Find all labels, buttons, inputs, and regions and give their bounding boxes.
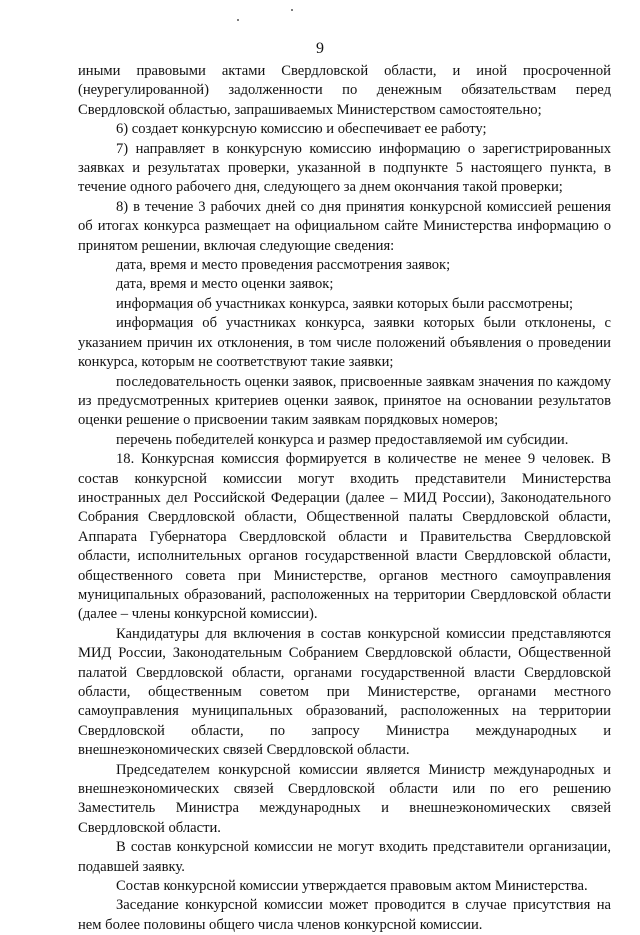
paragraph: 7) направляет в конкурсную комиссию информацию о зарегистрированных заявках и результатах проверки, указанной в подпункте 5 настоящего пункта, в течение одного рабочего дня, следующего за днем окончания такой проверки;: [78, 140, 611, 196]
paragraph: информация об участниках конкурса, заявки которых были рассмотрены;: [116, 295, 574, 312]
paragraph: 18. Конкурсная комиссия формируется в количестве не менее 9 человек. В состав конкурсной комиссии могут входить представители Министерства иностранных дел Российской Федерации (далее – МИД России), Законодательного Собрания Свердловской области, Общественной палаты Свердловской области, Аппарата Губернатора Свердловской области и Правительства Свердловской области, исполнительных органов государственной власти Свердловской области, общественного совета при Министерстве, органов местного самоуправления муниципальных образований, расположенных на территории Свердловской области (далее – члены конкурсной комиссии).: [78, 451, 611, 623]
paragraph: перечень победителей конкурса и размер предоставляемой им субсидии.: [116, 431, 569, 448]
paragraph: 8) в течение 3 рабочих дней со дня принятия конкурсной комиссией решения об итогах конкурса размещает на официальном сайте Министерства информацию о принятом решении, включая следующие сведения:: [78, 198, 611, 254]
paragraph: Состав конкурсной комиссии утверждается правовым актом Министерства.: [116, 878, 588, 895]
page-number: 9: [316, 40, 324, 57]
paragraph: 6) создает конкурсную комиссию и обеспечивает ее работу;: [116, 121, 487, 138]
document-body: [78, 62, 611, 935]
scan-speck: [237, 19, 239, 21]
paragraph: Председателем конкурсной комиссии является Министр международных и внешнеэкономических связей Свердловской области или по его решению Заместитель Министра международных и внешнеэкономических связей Свердловской области.: [78, 761, 611, 836]
paragraph: В состав конкурсной комиссии не могут входить представители организации, подавшей заявку.: [78, 839, 611, 875]
paragraph: информация об участниках конкурса, заявки которых были отклонены, с указанием причин их отклонения, в том числе положений объявления о проведении конкурса, которым не соответствуют такие заявки;: [78, 315, 611, 371]
paragraph: Кандидатуры для включения в состав конкурсной комиссии представляются МИД России, Законодательным Собранием Свердловской области, Общественной палатой Свердловской области, органами государственной власти Свердловской области, общественным советом при Министерстве, органами местного самоуправления муниципальных образований, расположенных на территории Свердловской области, по запросу Министра международных и внешнеэкономических связей Свердловской области.: [78, 625, 611, 759]
paragraph: иными правовыми актами Свердловской области, и иной просроченной (неурегулированной) задолженности по денежным обязательствам перед Свердловской областью, запрашиваемых Министерством самостоятельно;: [78, 63, 611, 118]
scan-speck: [291, 9, 293, 11]
paragraph: дата, время и место оценки заявок;: [116, 276, 334, 293]
paragraph: дата, время и место проведения рассмотрения заявок;: [116, 257, 451, 274]
paragraph: Заседание конкурсной комиссии может проводится в случае присутствия на нем более половины общего числа членов конкурсной комиссии.: [78, 897, 611, 933]
paragraph: последовательность оценки заявок, присвоенные заявкам значения по каждому из предусмотренных критериев оценки заявок, принятое на основании результатов оценки решение о присвоении таким заявкам порядковых номеров;: [78, 373, 611, 429]
